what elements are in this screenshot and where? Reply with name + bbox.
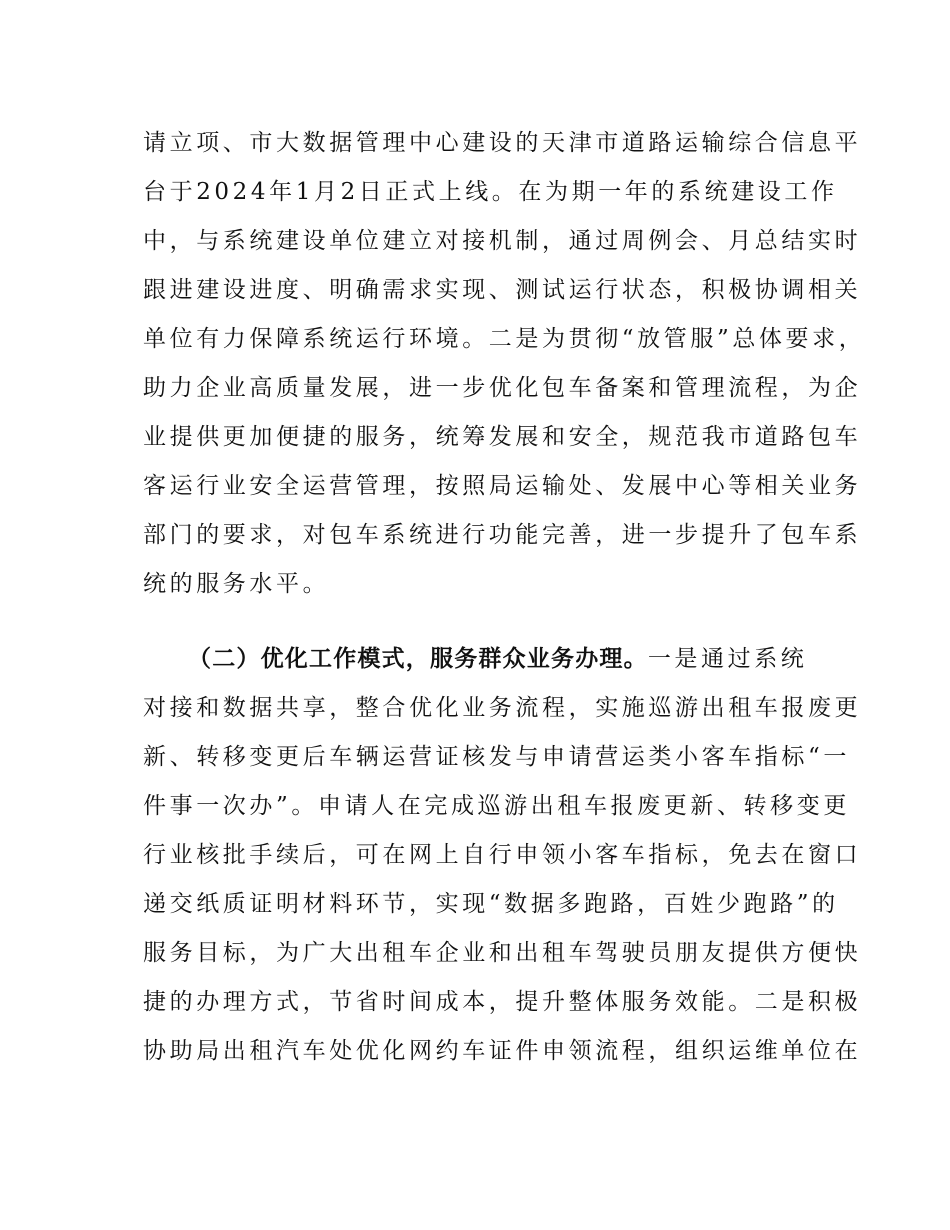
text-line: 件事一次办”。申请人在完成巡游出租车报废更新、转移变更 <box>143 793 850 819</box>
text-line: 台于2024年1月2日正式上线。在为期一年的系统建设工作 <box>143 179 838 205</box>
text-line: 请立项、市大数据管理中心建设的天津市道路运输综合信息平 <box>143 130 862 156</box>
section-heading: （二）优化工作模式，服务群众业务办理。 <box>188 645 648 672</box>
text-run: 一是通过系统 <box>647 646 808 672</box>
text-line: 服务目标，为广大出租车企业和出租车驾驶员朋友提供方便快 <box>143 940 862 966</box>
text-line: 跟进建设进度、明确需求实现、测试运行状态，积极协调相关 <box>143 277 862 303</box>
text-line: 行业核批手续后，可在网上自行申领小客车指标，免去在窗口 <box>143 842 862 868</box>
text-line: 中，与系统建设单位建立对接机制，通过周例会、月总结实时 <box>143 228 862 254</box>
text-line: 单位有力保障系统运行环境。二是为贯彻“放管服”总体要求， <box>143 326 866 352</box>
text-line: 协助局出租汽车处优化网约车证件申领流程，组织运维单位在 <box>143 1038 862 1064</box>
text-line: 捷的办理方式，节省时间成本，提升整体服务效能。二是积极 <box>143 989 862 1015</box>
text-line: 新、转移变更后车辆运营证核发与申请营运类小客车指标“一 <box>143 744 850 770</box>
text-line: 对接和数据共享，整合优化业务流程，实施巡游出租车报废更 <box>143 695 862 721</box>
paragraph-first-line <box>188 645 868 673</box>
text-line: 客运行业安全运营管理，按照局运输处、发展中心等相关业务 <box>143 473 862 499</box>
text-line: 部门的要求，对包车系统进行功能完善，进一步提升了包车系 <box>143 522 862 548</box>
text-line: 递交纸质证明材料环节，实现“数据多跑路，百姓少跑路”的 <box>143 891 839 917</box>
text-line: 助力企业高质量发展，进一步优化包车备案和管理流程，为企 <box>143 375 862 401</box>
text-line: 业提供更加便捷的服务，统筹发展和安全，规范我市道路包车 <box>143 424 862 450</box>
text-line: 统的服务水平。 <box>143 571 330 597</box>
